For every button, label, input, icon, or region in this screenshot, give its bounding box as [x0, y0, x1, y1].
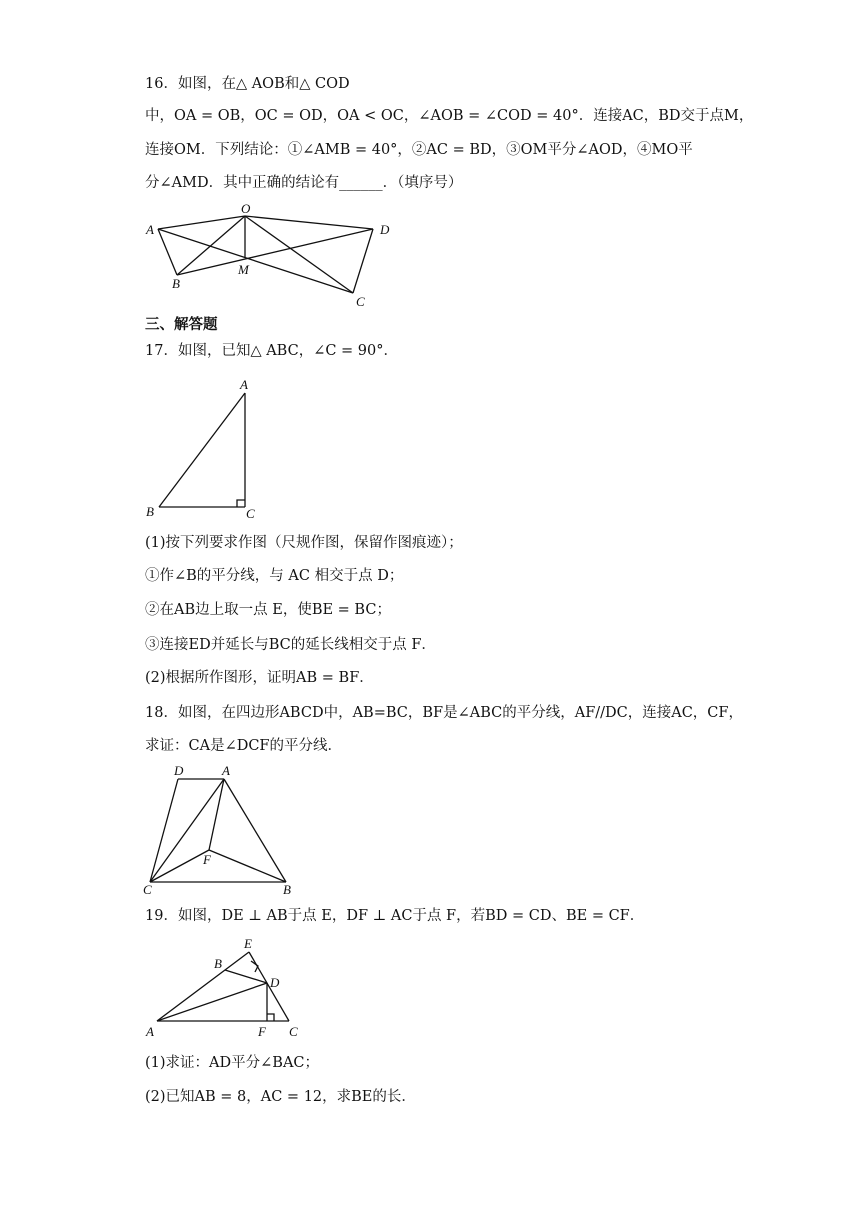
- q16-label-D: D: [380, 222, 390, 237]
- q17-label-B: B: [146, 504, 154, 519]
- q18-line-2: 求证：CA是∠DCF的平分线．: [145, 738, 342, 754]
- q16-label-M: M: [238, 262, 249, 277]
- q18-label-C: C: [143, 882, 152, 897]
- q17-line-1: 17．如图，已知△ ABC，∠C = 90°．: [145, 343, 399, 359]
- q18-label-F: F: [203, 852, 211, 867]
- q19-label-C: C: [289, 1024, 298, 1039]
- q16-line-1: 16．如图，在△ AOB和△ COD: [145, 76, 350, 92]
- q17-part-1: (1)按下列要求作图（尺规作图，保留作图痕迹）；: [145, 535, 463, 551]
- q19-label-A: A: [146, 1024, 154, 1039]
- q16-label-O: O: [241, 201, 251, 216]
- q17-step-2: ②在AB边上取一点 E，使BE = BC；: [145, 602, 391, 618]
- q17-label-C: C: [246, 506, 255, 521]
- q18-label-B: B: [283, 882, 291, 897]
- q16-line-2: 中，OA = OB，OC = OD，OA < OC，∠AOB = ∠COD = 40°．连接AC，BD交于点M，: [145, 108, 754, 124]
- q19-label-D: D: [270, 975, 280, 990]
- q19-label-E: E: [244, 936, 252, 951]
- q16-label-C: C: [356, 294, 365, 309]
- q16-label-B: B: [172, 276, 180, 291]
- q16-label-A: A: [146, 222, 154, 237]
- q18-label-D: D: [174, 763, 184, 778]
- q16-line-3: 连接OM．下列结论：①∠AMB = 40°，②AC = BD，③OM平分∠AOD，④MO平: [145, 142, 693, 158]
- q18-line-1: 18．如图，在四边形ABCD中，AB=BC，BF是∠ABC的平分线，AF//DC，连接AC，CF，: [145, 705, 743, 721]
- q18-label-A: A: [222, 763, 230, 778]
- q17-part-2: (2)根据所作图形，证明AB = BF．: [145, 670, 374, 686]
- q19-part-1: (1)求证：AD平分∠BAC；: [145, 1055, 320, 1071]
- q17-step-1: ①作∠B的平分线，与 AC 相交于点 D；: [145, 568, 404, 584]
- q17-label-A: A: [240, 377, 248, 392]
- q19-label-B: B: [214, 956, 222, 971]
- q19-label-F: F: [258, 1024, 266, 1039]
- section-title: 三、解答题: [145, 316, 218, 333]
- q16-line-4: 分∠AMD．其中正确的结论有______．（填序号）: [145, 175, 463, 191]
- q19-line-1: 19．如图，DE ⊥ AB于点 E，DF ⊥ AC于点 F，若BD = CD、BE = CF．: [145, 908, 645, 924]
- q17-step-3: ③连接ED并延长与BC的延长线相交于点 F．: [145, 637, 436, 653]
- q19-part-2: (2)已知AB = 8，AC = 12，求BE的长．: [145, 1089, 416, 1105]
